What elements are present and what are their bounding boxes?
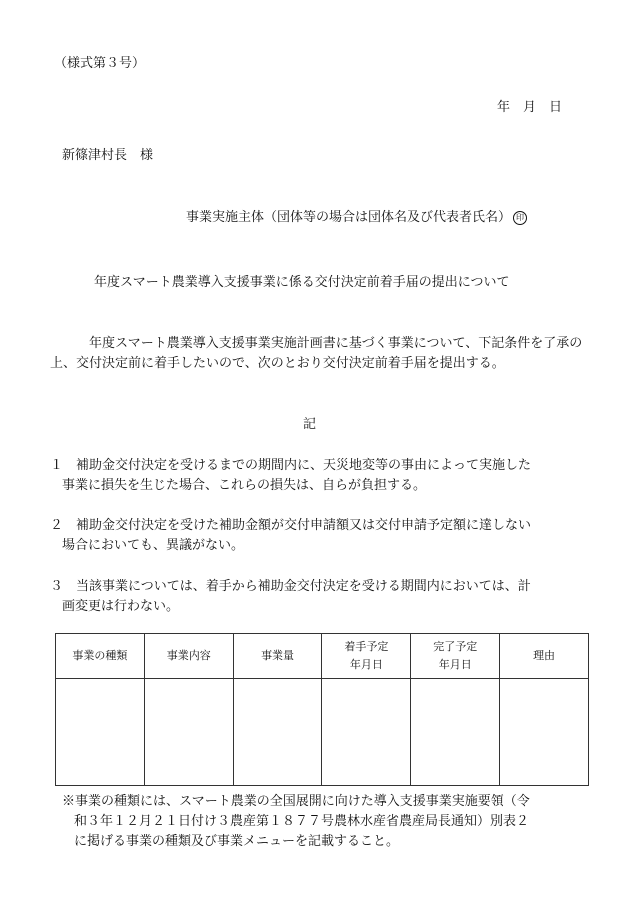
applicant-line [186,206,527,225]
footnote-line1: ※事業の種類には、スマート農業の全国展開に向けた導入支援事業実施要領（令 [62,794,530,809]
cell-project-volume[interactable] [233,679,322,786]
cell-reason[interactable] [500,679,589,786]
condition-text-line1: 補助金交付決定を受けた補助金額が交付申請額又は交付申請予定額に達しない [76,518,532,533]
condition-number: ２ [50,518,64,533]
cell-project-content[interactable] [144,679,233,786]
cell-start-date[interactable] [322,679,411,786]
condition-number: １ [50,458,64,473]
footnote-line3: に掲げる事業の種類及び事業メニューを記載すること。 [74,834,400,849]
condition-item-3 [50,577,584,617]
addressee: 新篠津村長 様 [62,148,154,163]
condition-text-line2: 事業に損失を生じた場合、これらの損失は、自らが負担する。 [62,478,427,493]
body-paragraph: 年度スマート農業導入支援事業実施計画書に基づく事業について、下記条件を了承の上、交付決定前に着手したいので、次のとおり交付決定前着手届を提出する。 [50,336,583,371]
header-project-type: 事業の種類 [56,634,145,679]
header-reason: 理由 [500,634,589,679]
form-number: （様式第３号） [54,56,146,71]
footnote-line2: 和３年１２月２１日付け３農産第１８７７号農林水産省農産局長通知）別表２ [74,814,530,829]
condition-text-line2: 画変更は行わない。 [62,599,180,614]
condition-text-line1: 補助金交付決定を受けるまでの期間内に、天災地変等の事由によって実施した [76,458,532,473]
header-project-content: 事業内容 [144,634,233,679]
table-header-row [56,634,589,679]
condition-item-1 [50,456,584,496]
document-title: 年度スマート農業導入支援事業に係る交付決定前着手届の提出について [94,275,510,290]
seal-mark: 印 [513,211,527,225]
footnote [62,792,586,852]
condition-text-line1: 当該事業については、着手から補助金交付決定を受ける期間内においては、計 [76,579,531,594]
condition-text-line2: 場合においても、異議がない。 [62,538,245,553]
applicant-label: 事業実施主体（団体等の場合は団体名及び代表者氏名） [186,210,512,225]
header-completion-date: 完了予定 年月日 [411,634,500,679]
ki-heading: 記 [303,417,317,432]
cell-completion-date[interactable] [411,679,500,786]
project-table [55,633,589,786]
condition-item-2 [50,516,584,556]
cell-project-type[interactable] [56,679,145,786]
condition-number: ３ [50,579,64,594]
table-row [56,679,589,786]
header-project-volume: 事業量 [233,634,322,679]
header-start-date: 着手予定 年月日 [322,634,411,679]
date-fields: 年 月 日 [497,100,563,115]
